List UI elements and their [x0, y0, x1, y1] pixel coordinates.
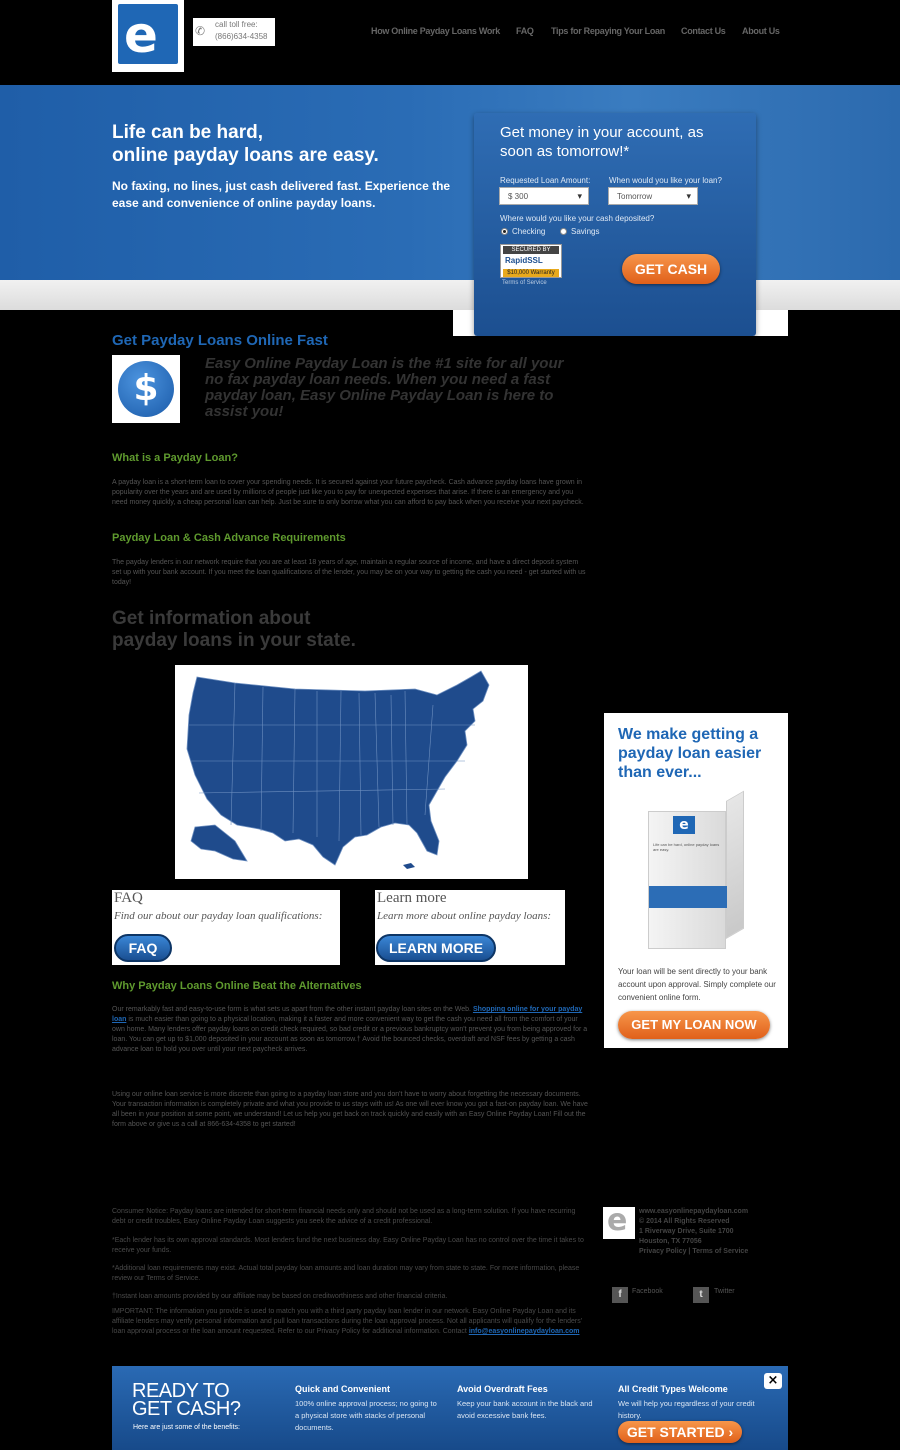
get-my-loan-button[interactable]: GET MY LOAN NOW [618, 1011, 770, 1039]
us-state-map[interactable] [175, 665, 528, 879]
learn-more-card-title: Learn more [377, 890, 447, 906]
nav-about[interactable]: About Us [742, 26, 780, 36]
checking-label: Checking [512, 227, 546, 236]
hero-headline-line-2: online payday loans are easy. [112, 145, 379, 166]
hero-shadow-strip [0, 280, 900, 310]
savings-label: Savings [571, 227, 600, 236]
footer-email-link[interactable]: info@easyonlinepaydayloan.com [468, 1328, 580, 1335]
ad-text: Your loan will be sent directly to your bank account upon approval. Simply complete our convenient online form. [618, 967, 776, 1002]
nav-contact[interactable]: Contact Us [681, 26, 726, 36]
requirements-text: The payday lenders in our network require that you are at least 18 years of age, maintain a regular source of income, and have a direct deposit system set up with your bank account. If you meet the loan qualifications of the lender, you may be on your way to getting the cash you need - get started with us today! [112, 559, 586, 586]
ssl-warranty-text: $10,000 Warranty [503, 269, 559, 277]
learn-more-card [375, 890, 565, 965]
phone-label: call toll free: [215, 20, 258, 29]
phone-box [193, 18, 275, 46]
ad-headline: We make getting a payday loan easier than ever... [618, 726, 762, 781]
twitter-icon[interactable]: t [693, 1287, 709, 1303]
footer-city: Houston, TX 77056 [639, 1238, 702, 1245]
bar-subtext: Here are just some of the benefits: [133, 1424, 240, 1431]
footer-policy-links[interactable]: Privacy Policy | Terms of Service [639, 1248, 749, 1255]
state-heading-line-1: Get information about [112, 608, 311, 629]
box-logo-icon: e [673, 816, 695, 834]
footer-note-3: †Instant loan amounts provided by our affiliate may be based on creditworthiness and other financial criteria. [112, 1293, 448, 1300]
close-icon[interactable]: × [764, 1373, 782, 1389]
amount-label: Requested Loan Amount: [500, 176, 591, 185]
benefit-3-title: All Credit Types Welcome [618, 1384, 728, 1394]
why-text-2: Using our online loan service is more discrete than going to a payday loan store and you don't have to worry about forgetting the necessary documents. Your transaction information is completely private and what you provide to us stays with us! As one will ever know you got a fast-on payday loan. We have all been in your position at some point, we understand! Let us help you get back on track quickly and easily with an Easy Online Payday Loan! Fill out the form above or give us a call at 866-634-4358 to get started! [112, 1091, 588, 1128]
savings-radio[interactable] [560, 228, 567, 235]
main-title: Get Payday Loans Online Fast [112, 332, 328, 349]
terms-link[interactable]: Terms of Service [502, 280, 547, 286]
dollar-icon: $ [112, 355, 180, 423]
form-title: Get money in your account, as soon as tomorrow!* [500, 124, 704, 160]
learn-more-button[interactable]: LEARN MORE [376, 934, 496, 962]
get-cash-button[interactable]: GET CASH [622, 254, 720, 284]
footer-address [639, 1207, 748, 1257]
bar-headline-line-2: GET CASH? [132, 1398, 241, 1420]
deposit-label: Where would you like your cash deposited? [500, 214, 655, 223]
why-text-1 [112, 1005, 588, 1055]
shopping-online-link[interactable]: Shopping online for your payday loan [112, 1006, 583, 1023]
facebook-link[interactable]: Facebook [632, 1288, 663, 1295]
product-box-image [648, 801, 744, 951]
benefit-3-text: We will help you regardless of your credit history. [618, 1399, 755, 1420]
twitter-link[interactable]: Twitter [714, 1288, 735, 1295]
why-text-1b: is much easier than going to a physical location, making it a faster and more convenient way to get the cash you need all from the comfort of your own home. Many lenders offer payday loans on credit check required, so bad credit or a previous bankruptcy won't prevent you from being approved for a loan. You can get up to $1,000 deposited in your account as soon as tomorrow.† Avoid the bounced checks, overdraft and NSF fees by getting a cash advance loan to hold you over until your next paycheck arrives. [112, 1016, 588, 1053]
learn-more-card-subtitle: Learn more about online payday loans: [377, 910, 552, 922]
intro-text: Easy Online Payday Loan is the #1 site for all your no fax payday loan needs. When you need a fast payday loan, Easy Online Payday Loan is here to assist you! [205, 355, 564, 420]
faq-card [112, 890, 340, 965]
benefit-1-text: 100% online approval process; no going to a physical store with stacks of personal documents. [295, 1399, 437, 1432]
nav-faq[interactable]: FAQ [516, 26, 534, 36]
bar-headline-line-1: READY TO [132, 1380, 230, 1402]
phone-icon: ✆ [195, 24, 206, 38]
what-heading: What is a Payday Loan? [112, 452, 238, 464]
footer-important-text: IMPORTANT: The information you provide is used to match you with a third party payday loan lender in our network. Easy Online Payday Loan and its affiliate lenders may verify personal information and pull loan transactions during the loan approval process. Not all applicants will qualify for the lenders' loan approval process or the loan amount requested. Refer to our Privacy Policy for additional information. Contact [112, 1308, 583, 1335]
state-heading-line-2: payday loans in your state. [112, 630, 356, 651]
footer-notice: Consumer Notice: Payday loans are intended for short-term financial needs only and should not be used as a long-term solution. If you have recurring debt or credit troubles, Easy Online Payday Loan suggests you seek the advice of a credit professional. [112, 1208, 576, 1225]
checking-radio[interactable] [501, 228, 508, 235]
faq-card-subtitle: Find our about our payday loan qualifications: [114, 910, 323, 922]
footer-copyright: © 2014 All Rights Reserved [639, 1218, 730, 1225]
ssl-brand-text: RapidSSL [505, 256, 543, 265]
nav-tips[interactable]: Tips for Repaying Your Loan [551, 26, 665, 36]
footer-site-url[interactable]: www.easyonlinepaydayloan.com [639, 1208, 749, 1215]
ssl-secured-text: SECURED BY [503, 246, 559, 254]
why-text-1a: Our remarkably fast and easy-to-use form is what sets us apart from the other instant payday loan sites on the Web. [112, 1006, 471, 1013]
box-text: Life can be hard, online payday loans are easy. [653, 842, 720, 852]
amount-select[interactable]: $ 300 ▾ [499, 187, 589, 205]
footer-logo-icon[interactable]: e [603, 1207, 635, 1239]
faq-button[interactable]: FAQ [114, 934, 172, 962]
when-select[interactable]: Tomorrow ▾ [608, 187, 698, 205]
footer-street: 1 Riverway Drive, Suite 1700 [639, 1228, 734, 1235]
why-heading: Why Payday Loans Online Beat the Alternatives [112, 980, 362, 992]
us-map-graphic [175, 665, 528, 879]
footer-important [112, 1307, 588, 1337]
faq-card-title: FAQ [114, 890, 143, 906]
sidebar-ad [604, 713, 788, 1048]
hero-headline [112, 121, 472, 167]
bar-headline [132, 1382, 241, 1418]
site-logo[interactable] [112, 0, 184, 72]
nav-how-it-works[interactable]: How Online Payday Loans Work [371, 26, 500, 36]
loan-form [474, 113, 756, 336]
benefit-2-title: Avoid Overdraft Fees [457, 1384, 548, 1394]
benefit-1-title: Quick and Convenient [295, 1384, 391, 1394]
when-label: When would you like your loan? [609, 176, 722, 185]
facebook-icon[interactable]: f [612, 1287, 628, 1303]
rapidssl-badge[interactable] [500, 244, 562, 278]
hero-subtext: No faxing, no lines, just cash delivered fast. Experience the ease and convenience of online payday loans. [112, 179, 451, 210]
what-text: A payday loan is a short-term loan to cover your spending needs. It is secured against your future paycheck. Cash advance payday loans have grown in popularity over the years and are used by millions of people just like you to pay for unexpected expenses that arise. If there is an emergency and you need money quickly, a cheap personal loan can help. Just be sure to only borrow what you can afford to pay back when you receive your next paycheck. [112, 479, 584, 506]
ready-to-get-cash-bar [112, 1366, 788, 1450]
footer-note-2: *Additional loan requirements may exist. Actual total payday loan amounts and loan duration may vary from state to state. For more information, please review our Terms of Service. [112, 1265, 580, 1282]
footer-note-1: *Each lender has its own approval standards. Most lenders fund the next business day. Easy Online Payday Loan has no control over the time it takes to receive your funds. [112, 1237, 584, 1254]
state-heading [112, 608, 356, 652]
benefit-2-text: Keep your bank account in the black and avoid excessive bank fees. [457, 1399, 593, 1420]
phone-number[interactable]: (866)634-4358 [215, 32, 268, 41]
requirements-heading: Payday Loan & Cash Advance Requirements [112, 532, 346, 544]
get-started-button[interactable]: GET STARTED › [618, 1421, 742, 1443]
hero-headline-line-1: Life can be hard, [112, 122, 263, 143]
logo-icon: e [118, 4, 178, 64]
